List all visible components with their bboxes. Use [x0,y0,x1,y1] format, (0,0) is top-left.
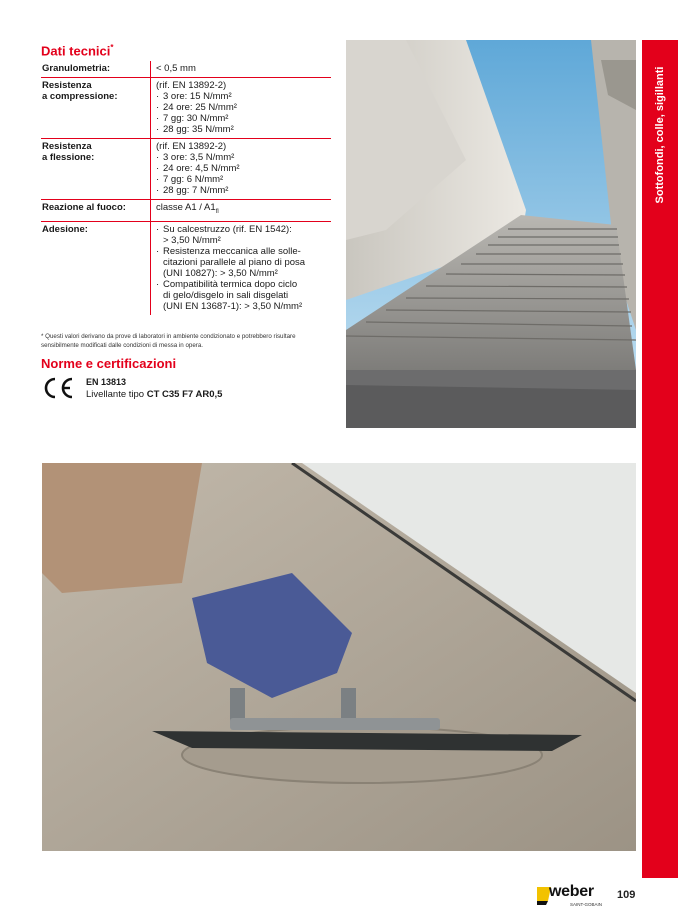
cert-code: EN 13813 [86,377,127,387]
row-label: Reazione al fuoco: [41,200,151,222]
row-value: < 0,5 mm [151,61,332,78]
list-item: · 3 ore: 3,5 N/mm² [156,152,331,163]
row-label: Resistenza a compressione: [41,78,151,139]
row-label: Adesione: [42,223,88,235]
side-tab-label: Sottofondi, colle, sigillanti [654,66,666,204]
list-item: · 28 gg: 7 N/mm² [156,185,331,196]
technical-data-table [41,61,331,315]
brand-subtitle: SAINT-GOBAIN [570,902,603,907]
list-item: · 24 ore: 25 N/mm² [156,102,331,113]
row-value [151,221,332,315]
brand-name: weber [549,883,594,900]
table-row [41,221,331,315]
list-item: · 7 gg: 30 N/mm² [156,113,331,124]
page-number: 109 [617,889,636,901]
list-item: · 3 ore: 15 N/mm² [156,91,331,102]
section-title-norme: Norme e certificazioni [41,356,177,371]
list-item: · 24 ore: 4,5 N/mm² [156,163,331,174]
list-item: · Su calcestruzzo (rif. EN 1542): > 3,50 N/mm² [156,224,331,246]
list-item: · 28 gg: 35 N/mm² [156,124,331,135]
list-item: · Resistenza meccanica alle solle- citazioni parallele al piano di posa (UNI 10827): > 3,50 N/mm² [156,246,331,279]
stairs-photo [346,40,636,428]
row-label: Granulometria: [41,61,151,78]
ce-mark-icon [41,376,75,400]
cert-description: Livellante tipo CT C35 F7 AR0,5 [86,389,223,400]
section-title-dati-tecnici: Dati tecnici* [41,43,114,59]
row-label: Resistenza a flessione: [41,139,151,200]
floor-leveling-photo [42,463,636,851]
row-value: classe $A1 / A1_{fl}$ [151,200,332,222]
list-item: · Compatibilità termica dopo ciclo di gelo/disgelo in sali disgelati (UNI EN 13687-1): > 3,50 N/mm² [156,279,331,312]
list-item: · 7 gg: 6 N/mm² [156,174,331,185]
table-row [41,139,331,200]
row-value: (rif. EN 13892-2) · 3 ore: 3,5 N/mm² · 24 ore: 4,5 N/mm² · 7 gg: 6 N/mm² · 28 gg: 7 N/mm² [151,139,332,200]
row-value: (rif. EN 13892-2) · 3 ore: 15 N/mm² · 24 ore: 25 N/mm² · 7 gg: 30 N/mm² · 28 gg: 35 N/mm² [151,78,332,139]
table-row [41,78,331,139]
table-row [41,200,331,222]
table-row [41,61,331,78]
footnote: * Questi valori derivano da prove di laboratori in ambiente condizionato e potrebbero risultare sensibilmente modificati dalle condizioni di messa in opera. [41,333,296,349]
